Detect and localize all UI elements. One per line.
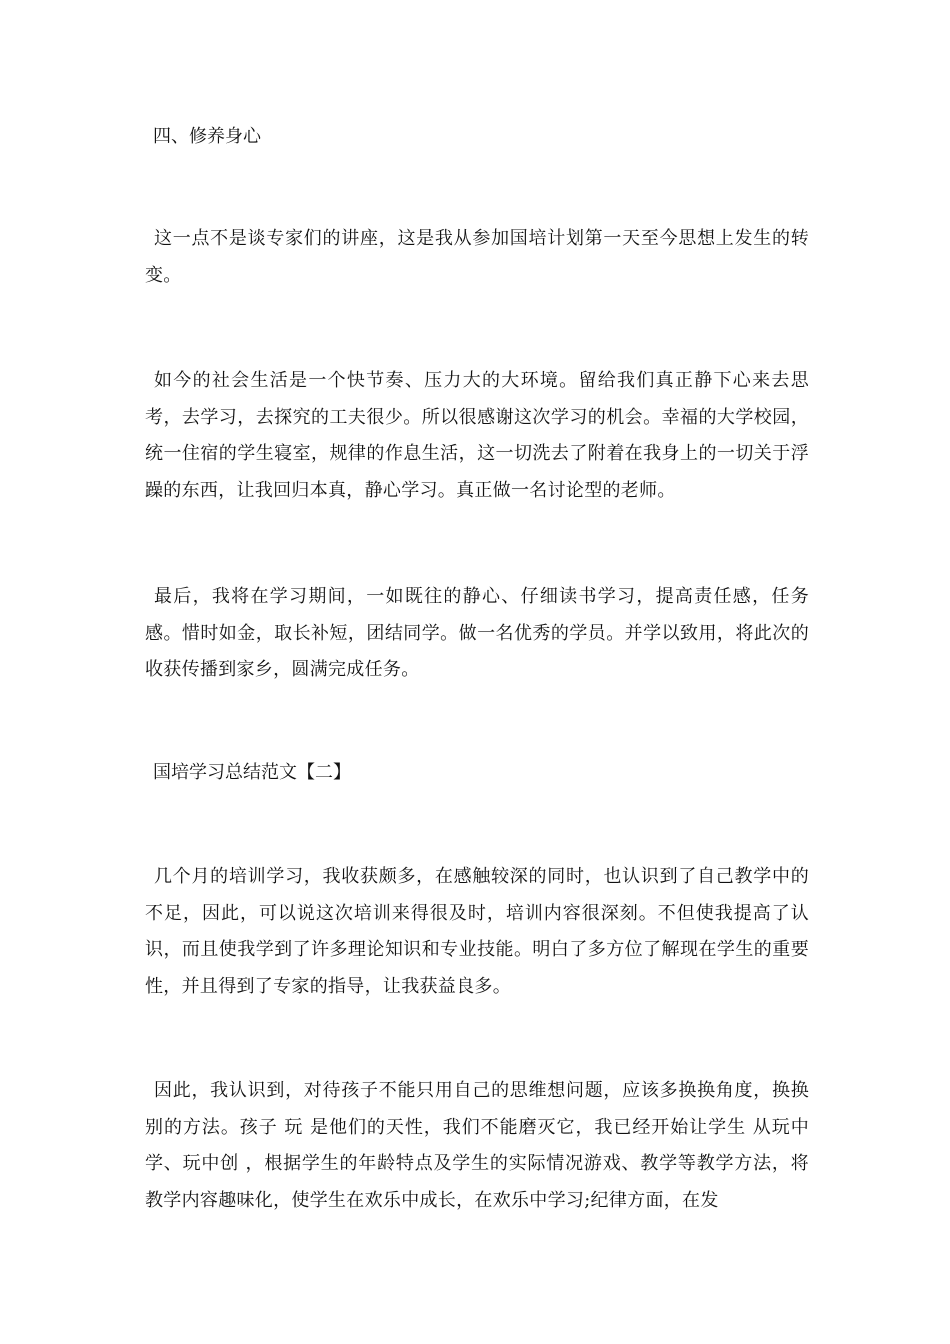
paragraph: 这一点不是谈专家们的讲座，这是我从参加国培计划第一天至今思想上发生的转变。 [145, 228, 809, 286]
paragraph: 几个月的培训学习，我收获颇多，在感触较深的同时，也认识到了自己教学中的不足，因此，可以说这次培训来得很及时，培训内容很深刻。不但使我提高了认识，而且使我学到了许多理论知识和专业技能。明白了多方位了解现在学生的重要性，并且得到了专家的指导，让我获益良多。 [145, 866, 809, 997]
paragraph: 因此，我认识到，对待孩子不能只用自己的思维想问题，应该多换换角度，换换别的方法。孩子 玩 是他们的天性，我们不能磨灭它，我已经开始让学生 从玩中学、玩中创 ，根据学生的年龄特点及学生的实际情况游戏、教学等教学方法，将教学内容趣味化，使学生在欢乐中成长，在欢乐中学习;纪律方面，在发 [145, 1080, 809, 1211]
paragraph: 如今的社会生活是一个快节奏、压力大的大环境。留给我们真正静下心来去思考，去学习，去探究的工夫很少。所以很感谢这次学习的机会。幸福的大学校园，统一住宿的学生寝室，规律的作息生活，这一切洗去了附着在我身上的一切关于浮躁的东西，让我回归本真，静心学习。真正做一名讨论型的老师。 [145, 370, 809, 501]
section-heading: 四、修养身心 [153, 126, 261, 147]
article-title: 国培学习总结范文【二】 [153, 762, 351, 783]
paragraph: 最后，我将在学习期间，一如既往的静心、仔细读书学习，提高责任感，任务感。惜时如金，取长补短，团结同学。做一名优秀的学员。并学以致用，将此次的收获传播到家乡，圆满完成任务。 [145, 586, 809, 680]
